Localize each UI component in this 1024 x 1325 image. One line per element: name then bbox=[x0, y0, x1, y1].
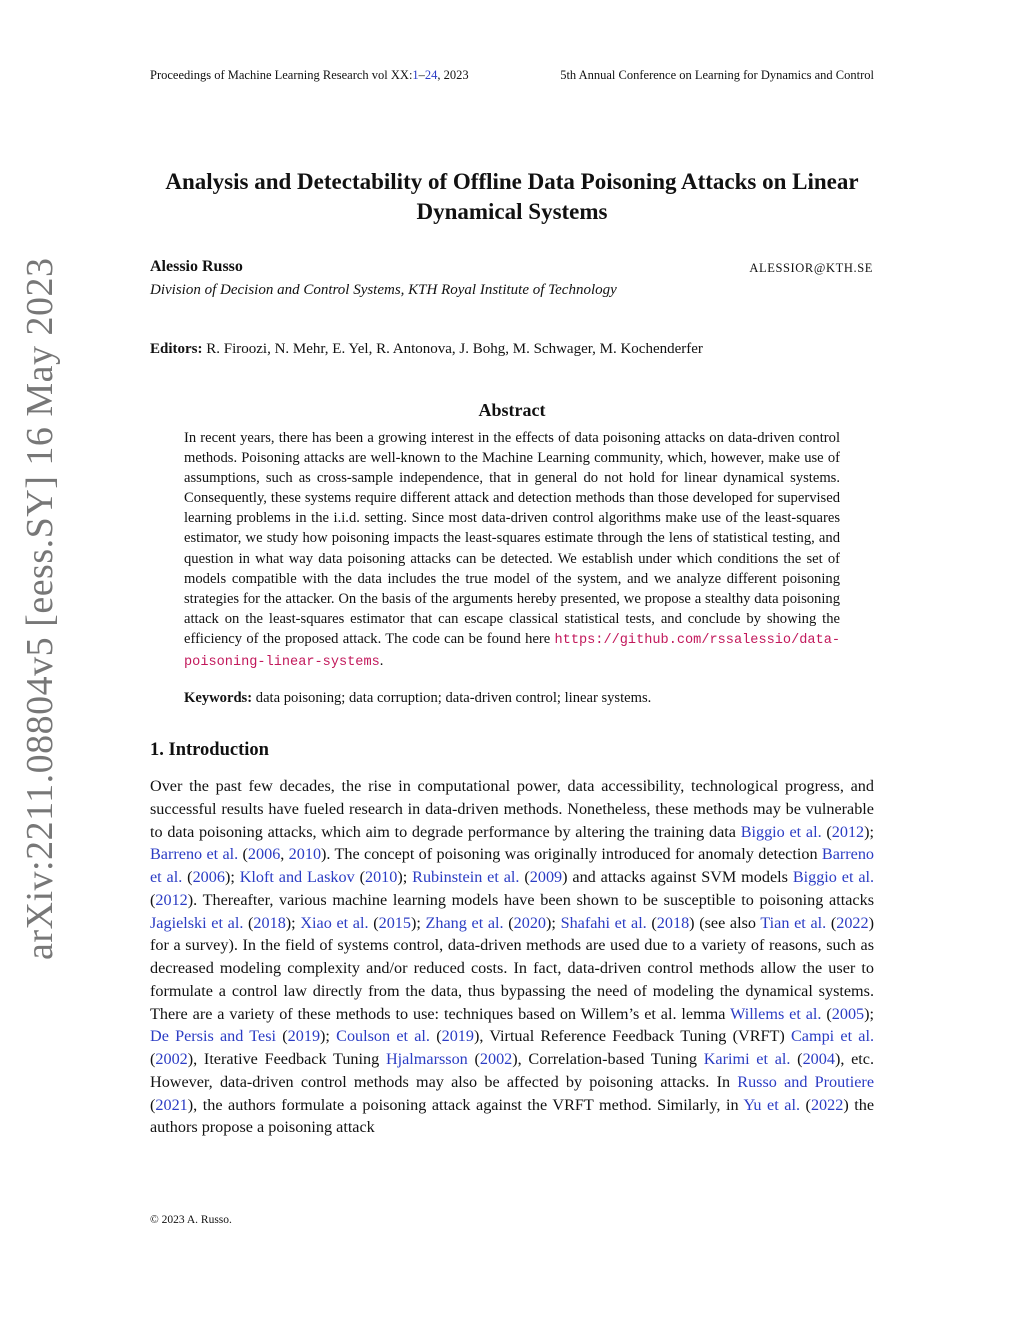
intro-text: ( bbox=[368, 913, 379, 932]
page-start-link[interactable]: 1 bbox=[412, 68, 419, 82]
intro-text: ( bbox=[182, 868, 193, 886]
intro-text: ( bbox=[276, 1027, 288, 1046]
citation-link[interactable]: De Persis and Tesi bbox=[150, 1027, 277, 1046]
intro-text: ); bbox=[320, 1027, 337, 1046]
citation-link[interactable]: 2021 bbox=[155, 1095, 188, 1114]
intro-text: ) for a survey). In the field of systems control, data-driven methods are used due to a variety of reasons, such as decreased modeling complexity and/or reduced costs. In fact, data-driven control methods allow the user to formulate a control law directly from the data, thus bypassing the need of modeling the dynamical systems. There are a variety of these methods to use: techniques based on Willem’s et al. lemma bbox=[150, 913, 874, 1023]
citation-link[interactable]: Karimi et al. bbox=[703, 1050, 791, 1068]
intro-text: ( bbox=[503, 913, 514, 932]
intro-text: ); bbox=[546, 913, 561, 932]
intro-text: ); bbox=[864, 822, 875, 841]
citation-link[interactable]: Shafahi et al. bbox=[560, 913, 647, 932]
citation-link[interactable]: Rubinstein et al. bbox=[412, 868, 520, 886]
intro-text: ) and attacks against SVM models bbox=[562, 868, 793, 886]
citation-link[interactable]: Barreno et al. bbox=[150, 845, 875, 886]
citation-link[interactable]: Jagielski et al. bbox=[150, 913, 244, 932]
citation-link[interactable]: Coulson et al. bbox=[336, 1027, 430, 1046]
citation-link[interactable]: 2022 bbox=[836, 913, 869, 932]
citation-link[interactable]: 2020 bbox=[513, 913, 547, 932]
citation-link[interactable]: 2019 bbox=[287, 1027, 321, 1046]
intro-text: ) (see also bbox=[689, 913, 761, 932]
intro-text: ( bbox=[150, 1050, 156, 1068]
intro-text: ( bbox=[238, 845, 248, 864]
intro-text: ), the authors formulate a poisoning attack against the VRFT method. Similarly, in bbox=[187, 1095, 744, 1114]
citation-link[interactable]: 2022 bbox=[810, 1095, 844, 1114]
citation-link[interactable]: Zhang et al. bbox=[425, 913, 504, 932]
keywords-label: Keywords: bbox=[184, 690, 253, 706]
running-header-right: 5th Annual Conference on Learning for Dynamics and Control bbox=[560, 68, 874, 82]
intro-text: ), etc. However, data-driven control methods may also be affected by poisoning attacks. In bbox=[150, 1050, 875, 1091]
citation-link[interactable]: 2002 bbox=[479, 1050, 513, 1068]
citation-link[interactable]: 2009 bbox=[529, 868, 563, 886]
intro-text: ( bbox=[429, 1027, 442, 1046]
citation-link[interactable]: 2006 bbox=[247, 845, 281, 864]
citation-link[interactable]: 2015 bbox=[378, 913, 411, 932]
code-url-link[interactable]: https://github.com/rssalessio/data-poisoning-linear-systems bbox=[184, 632, 841, 671]
intro-text: Over the past few decades, the rise in computational power, data accessibility, technological progress, and successful results have fueled research in data-driven methods. Nonetheless, these methods may be vulnerable to data poisoning attacks, which aim to degrade performance by altering the training data bbox=[150, 777, 874, 841]
paper-title: Analysis and Detectability of Offline Data Poisoning Attacks on Linear Dynamical Systems bbox=[165, 169, 859, 224]
author-email: ALESSIOR@KTH.SE bbox=[749, 261, 873, 275]
citation-link[interactable]: Tian et al. bbox=[760, 913, 827, 932]
abstract-body bbox=[184, 428, 840, 673]
page-end-link[interactable]: 24 bbox=[424, 68, 438, 82]
citation-link[interactable]: Xiao et al. bbox=[300, 913, 369, 932]
running-header-left bbox=[150, 68, 469, 83]
citation-link[interactable]: Russo and Proutiere bbox=[737, 1072, 875, 1091]
intro-text: ( bbox=[821, 822, 832, 841]
intro-text: ); bbox=[864, 1004, 875, 1023]
intro-text: ) the authors propose a poisoning attack bbox=[150, 1095, 875, 1137]
intro-text: ); bbox=[410, 913, 426, 932]
citation-link[interactable]: Kloft and Laskov bbox=[239, 868, 355, 886]
intro-text: ( bbox=[150, 890, 156, 909]
citation-link[interactable]: 2012 bbox=[155, 890, 188, 909]
intro-text: ), Correlation-based Tuning bbox=[512, 1050, 704, 1068]
abstract-url-period: . bbox=[379, 653, 384, 670]
arxiv-identifier: arXiv:2211.08804v5 [eess.SY] 16 May 2023 bbox=[19, 257, 61, 960]
intro-text: ). Thereafter, various machine learning models have been shown to be susceptible to poisoning attacks bbox=[187, 890, 874, 909]
intro-text: ( bbox=[519, 868, 530, 886]
citation-link[interactable]: 2002 bbox=[155, 1050, 188, 1068]
citation-link[interactable]: 2010 bbox=[288, 845, 322, 864]
proceedings-label: Proceedings of Machine Learning Research vol XX: bbox=[150, 68, 413, 82]
author-name: Alessio Russo bbox=[150, 258, 243, 275]
editors-label: Editors: bbox=[150, 341, 203, 357]
citation-link[interactable]: Hjalmarsson bbox=[385, 1050, 468, 1068]
introduction-body bbox=[150, 775, 874, 1139]
intro-text: ); bbox=[397, 868, 413, 886]
page-range-separator: – bbox=[418, 68, 425, 82]
citation-link[interactable]: 2018 bbox=[253, 913, 286, 932]
intro-text: ( bbox=[826, 913, 837, 932]
abstract-text: In recent years, there has been a growing interest in the effects of data poisoning attacks on data-driven control methods. Poisoning attacks are well-known to the Machine Learning community, which, however, make use of assumptions, such as cross-sample independence, that in general do not hold for linear dynamical systems. Consequently, these systems require different attack and detection methods than those developed for supervised learning problems in the i.i.d. setting. Since most data-driven control algorithms make use of the least-squares estimator, we study how poisoning impacts the least-squares estimate through the lens of statistical testing, and question in what way data poisoning attacks can be detected. We establish under which conditions the set of models compatible with the data includes the true model of the system, and we analyze different poisoning strategies for the attacker. On the basis of the arguments hereby presented, we propose a stealthy data poisoning attack on the least-squares estimator that can escape classical statistical tests, and conclude by showing the efficiency of the proposed attack. The code can be found here bbox=[184, 430, 840, 647]
editors-list: R. Firoozi, N. Mehr, E. Yel, R. Antonova, J. Bohg, M. Schwager, M. Kochenderfer bbox=[206, 341, 703, 357]
intro-text: , bbox=[280, 845, 289, 864]
intro-text: ); bbox=[285, 913, 301, 932]
intro-text: ( bbox=[150, 1095, 156, 1114]
citation-link[interactable]: Biggio et al. bbox=[740, 822, 822, 841]
intro-text: ( bbox=[790, 1050, 803, 1068]
section-heading-introduction: 1. Introduction bbox=[150, 740, 269, 760]
citation-link[interactable]: 2012 bbox=[831, 822, 865, 841]
citation-link[interactable]: Barreno et al. bbox=[150, 845, 239, 864]
intro-text: ( bbox=[243, 913, 254, 932]
citation-link[interactable]: 2005 bbox=[831, 1004, 865, 1023]
citation-link[interactable]: Willems et al. bbox=[730, 1004, 822, 1023]
editors-line bbox=[150, 341, 703, 358]
introduction-paragraph bbox=[150, 775, 874, 1139]
author-affiliation: Division of Decision and Control Systems, KTH Royal Institute of Technology bbox=[150, 282, 617, 298]
citation-link[interactable]: 2018 bbox=[656, 913, 690, 932]
intro-text: ( bbox=[821, 1004, 832, 1023]
proceedings-year: , 2023 bbox=[437, 68, 469, 82]
citation-link[interactable]: 2006 bbox=[192, 868, 225, 886]
keywords-line bbox=[184, 690, 840, 707]
intro-text: ), Iterative Feedback Tuning bbox=[187, 1050, 386, 1068]
abstract-heading: Abstract bbox=[478, 400, 546, 420]
citation-link[interactable]: 2010 bbox=[364, 868, 398, 886]
citation-link[interactable]: 2004 bbox=[802, 1050, 835, 1068]
intro-text: ( bbox=[467, 1050, 480, 1068]
intro-text: ( bbox=[354, 868, 365, 886]
intro-text: ( bbox=[646, 913, 657, 932]
copyright-notice: © 2023 A. Russo. bbox=[150, 1214, 232, 1226]
citation-link[interactable]: Campi et al. bbox=[791, 1027, 875, 1046]
citation-link[interactable]: 2019 bbox=[441, 1027, 474, 1046]
intro-text: ( bbox=[800, 1095, 811, 1114]
citation-link[interactable]: Biggio et al. bbox=[792, 868, 875, 886]
intro-text: ); bbox=[224, 868, 240, 886]
intro-text: ), Virtual Reference Feedback Tuning (VRFT) bbox=[473, 1027, 791, 1046]
citation-link[interactable]: Yu et al. bbox=[743, 1095, 800, 1114]
intro-text: ). The concept of poisoning was originally introduced for anomaly detection bbox=[321, 845, 822, 864]
keywords-list: data poisoning; data corruption; data-driven control; linear systems. bbox=[255, 690, 652, 706]
